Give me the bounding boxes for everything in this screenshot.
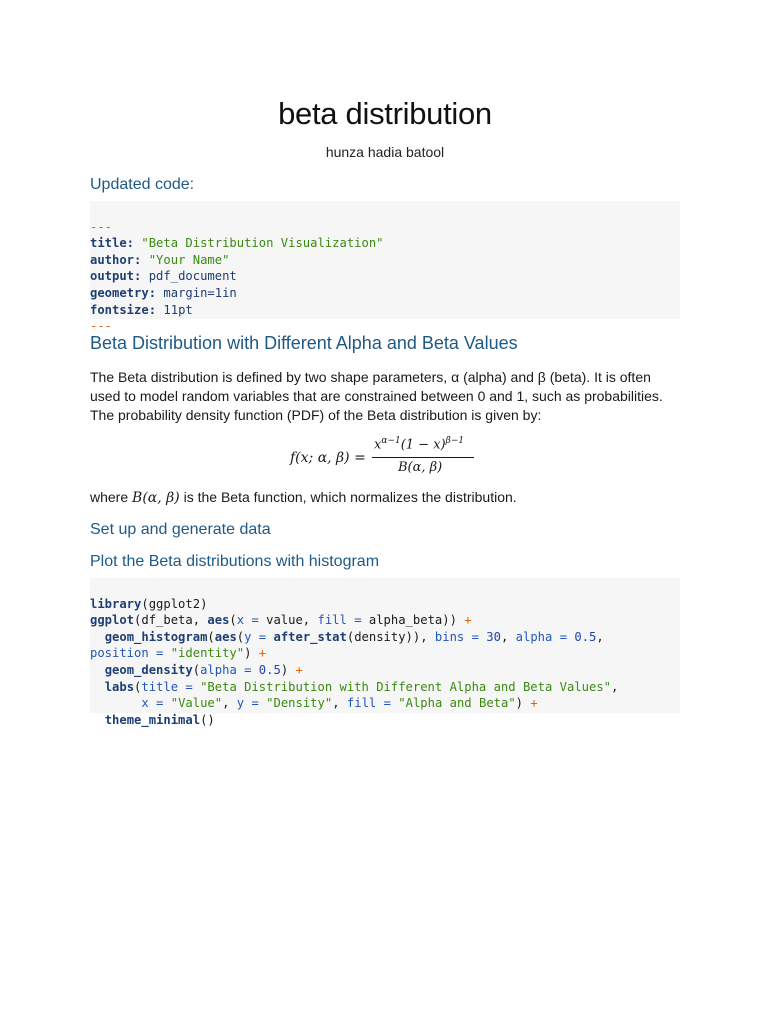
yaml-fontsize-value: 11pt: [163, 302, 193, 317]
code-token: ,: [222, 696, 237, 711]
formula-denominator: B(α, β): [398, 460, 443, 475]
code-token: +: [258, 646, 267, 661]
code-token: after_stat: [273, 629, 347, 644]
formula-fraction-bar: [372, 457, 474, 458]
code-token: "Density": [266, 696, 333, 711]
code-token: =: [376, 696, 399, 711]
code-token: (: [229, 613, 237, 628]
code-token: (df_beta,: [134, 613, 208, 628]
code-line: [90, 712, 680, 729]
code-token: [90, 713, 105, 727]
yaml-dashes-close: ---: [90, 319, 113, 334]
where-math: B(α, β): [132, 490, 180, 506]
code-token: ,: [332, 696, 347, 711]
code-token: geom_density: [104, 662, 193, 677]
code-token: bins: [434, 629, 465, 644]
code-token: "Alpha and Beta": [398, 696, 516, 711]
code-token: (ggplot2): [141, 596, 208, 611]
formula-exp-beta: β−1: [445, 436, 465, 446]
code-token: +: [464, 613, 472, 628]
code-token: library: [90, 596, 142, 611]
code-token: (): [200, 712, 215, 727]
code-token: alpha_beta)): [368, 613, 465, 628]
code-token: title: [141, 679, 179, 694]
document-title: beta distribution: [278, 96, 492, 131]
code-line: [90, 679, 680, 696]
yaml-title-value: "Beta Distribution Visualization": [141, 236, 384, 251]
formula-lhs: f(x; α, β) =: [290, 450, 366, 466]
where-sentence: [90, 489, 517, 506]
code-token: ,: [500, 629, 516, 644]
code-token: +: [530, 696, 538, 711]
heading-updated-code: Updated code:: [90, 176, 195, 193]
code-token: ): [244, 646, 259, 661]
code-token: =: [552, 629, 575, 644]
pdf-formula: [290, 436, 490, 478]
code-token: geom_histogram: [104, 629, 208, 644]
yaml-output-value: pdf_document: [148, 269, 237, 284]
code-token: x: [141, 696, 149, 711]
where-prefix: where: [90, 489, 133, 505]
code-token: =: [346, 613, 369, 628]
code-token: =: [236, 662, 259, 677]
code-token: aes: [207, 613, 230, 628]
code-line: [90, 662, 680, 679]
formula-x: x: [374, 437, 382, 453]
code-line: [90, 629, 680, 646]
code-token: (: [207, 629, 215, 644]
code-token: "identity": [170, 646, 245, 661]
yaml-author-key: author:: [90, 252, 142, 267]
yaml-geometry-value: margin=1in: [163, 285, 237, 300]
code-token: (: [192, 662, 201, 677]
code-token: =: [244, 613, 267, 628]
code-token: fill: [317, 613, 347, 628]
code-token: labs: [104, 679, 135, 694]
code-token: =: [464, 629, 487, 644]
code-token: [90, 696, 141, 710]
code-token: position: [90, 646, 149, 661]
code-token: (density)),: [346, 629, 435, 644]
code-token: ): [280, 662, 296, 677]
code-token: y: [236, 696, 245, 711]
yaml-geometry-key: geometry:: [90, 285, 157, 300]
code-token: (: [134, 679, 142, 694]
code-token: ,: [611, 679, 619, 694]
code-token: =: [148, 646, 171, 661]
code-token: theme_minimal: [104, 712, 201, 727]
code-token: =: [251, 629, 274, 644]
yaml-author-value: "Your Name": [148, 252, 230, 267]
heading-setup-data: Set up and generate data: [90, 521, 271, 538]
code-token: "Value": [170, 696, 223, 711]
code-token: +: [295, 662, 303, 677]
code-line: [90, 645, 680, 662]
code-token: [90, 663, 105, 677]
code-token: y: [244, 629, 252, 644]
code-token: ,: [596, 629, 604, 644]
code-line: [90, 612, 680, 629]
code-token: 30: [486, 629, 501, 644]
code-token: x: [236, 613, 245, 628]
formula-numerator: [374, 436, 464, 452]
code-token: "Beta Distribution with Different Alpha and Beta Values": [200, 679, 611, 694]
code-line: [90, 695, 680, 712]
yaml-dashes-open: ---: [90, 219, 113, 234]
code-token: (: [236, 629, 245, 644]
code-token: =: [148, 696, 171, 711]
code-line: [90, 596, 680, 613]
formula-one-minus-x: (1 − x): [400, 437, 446, 453]
code-token: =: [244, 696, 267, 711]
code-token: alpha: [200, 662, 237, 677]
code-token: ggplot: [90, 613, 135, 628]
code-token: value,: [266, 613, 318, 628]
code-token: =: [178, 679, 201, 694]
formula-exp-alpha: α−1: [381, 436, 401, 446]
where-suffix: is the Beta function, which normalizes the distribution.: [179, 489, 517, 505]
yaml-output-key: output:: [90, 269, 142, 284]
yaml-fontsize-key: fontsize:: [90, 302, 157, 317]
intro-paragraph: The Beta distribution is defined by two shape parameters, α (alpha) and β (beta). It is often used to model random variables that are constrained between 0 and 1, such as probabilities. The probability density function (PDF) of the Beta distribution is given by:: [90, 369, 663, 423]
r-code-block: [90, 578, 680, 727]
heading-beta-distribution: Beta Distribution with Different Alpha and Beta Values: [90, 333, 518, 353]
code-token: ): [515, 696, 531, 711]
code-token: 0.5: [258, 662, 281, 677]
document-author: hunza hadia batool: [325, 144, 445, 160]
yaml-title-key: title:: [90, 236, 135, 251]
code-token: [90, 680, 105, 694]
code-token: 0.5: [574, 629, 597, 644]
heading-plot: Plot the Beta distributions with histogram: [90, 553, 380, 570]
code-token: alpha: [515, 629, 553, 644]
code-token: aes: [214, 629, 237, 644]
yaml-code-block: [90, 201, 680, 334]
code-token: fill: [346, 696, 377, 711]
code-token: [90, 630, 105, 644]
